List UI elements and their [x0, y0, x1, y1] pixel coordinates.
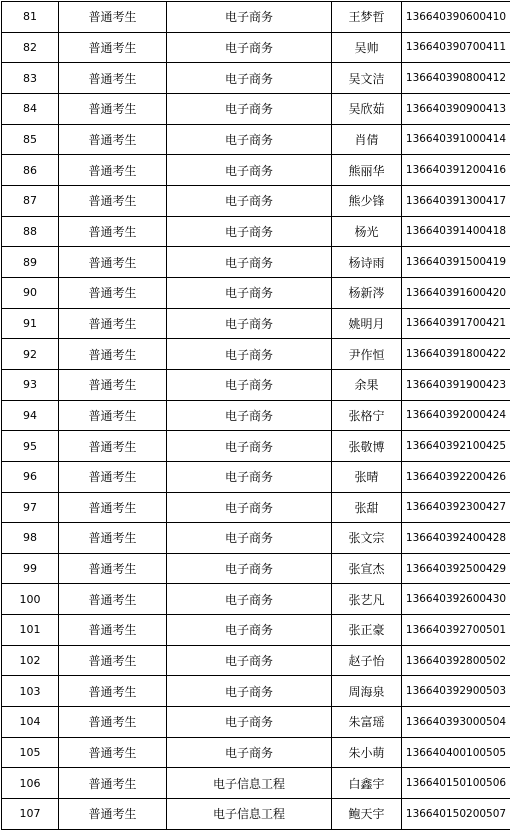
major-cell: 电子商务 [167, 124, 332, 155]
exam-id-cell: 136640390800412 [402, 63, 510, 94]
row-number-cell: 98 [2, 523, 59, 554]
candidate-name-cell: 熊丽华 [332, 155, 402, 186]
row-number-cell: 81 [2, 2, 59, 33]
table-row [2, 277, 510, 308]
table-row [2, 247, 510, 278]
major-cell: 电子商务 [167, 185, 332, 216]
candidate-type-cell: 普通考生 [59, 2, 167, 33]
candidate-type-cell: 普通考生 [59, 185, 167, 216]
candidate-name-cell: 张敬博 [332, 431, 402, 462]
candidate-type-cell: 普通考生 [59, 32, 167, 63]
exam-id-cell: 136640391800422 [402, 339, 510, 370]
candidate-name-cell: 吴欣茹 [332, 93, 402, 124]
exam-id-cell: 136640400100505 [402, 737, 510, 768]
table-row [2, 737, 510, 768]
major-cell: 电子商务 [167, 737, 332, 768]
candidate-type-cell: 普通考生 [59, 63, 167, 94]
exam-id-cell: 136640391200416 [402, 155, 510, 186]
exam-id-cell: 136640150100506 [402, 768, 510, 799]
candidate-name-cell: 吴帅 [332, 32, 402, 63]
major-cell: 电子商务 [167, 247, 332, 278]
row-number-cell: 96 [2, 461, 59, 492]
candidate-name-cell: 余果 [332, 369, 402, 400]
candidate-type-cell: 普通考生 [59, 768, 167, 799]
candidate-name-cell: 张甜 [332, 492, 402, 523]
table-row [2, 431, 510, 462]
major-cell: 电子商务 [167, 676, 332, 707]
candidate-name-cell: 张艺凡 [332, 584, 402, 615]
candidate-type-cell: 普通考生 [59, 216, 167, 247]
table-row [2, 308, 510, 339]
row-number-cell: 102 [2, 645, 59, 676]
exam-id-cell: 136640391400418 [402, 216, 510, 247]
table-row [2, 553, 510, 584]
candidate-type-cell: 普通考生 [59, 584, 167, 615]
table-row [2, 523, 510, 554]
exam-id-cell: 136640391000414 [402, 124, 510, 155]
exam-id-cell: 136640392700501 [402, 615, 510, 646]
candidate-name-cell: 吴文洁 [332, 63, 402, 94]
exam-id-cell: 13664039060041​0 [402, 2, 510, 33]
row-number-cell: 91 [2, 308, 59, 339]
table-row [2, 461, 510, 492]
row-number-cell: 89 [2, 247, 59, 278]
table-row [2, 400, 510, 431]
row-number-cell: 95 [2, 431, 59, 462]
row-number-cell: 90 [2, 277, 59, 308]
candidate-name-cell: 白鑫宇 [332, 768, 402, 799]
exam-id-cell: 136640391900423 [402, 369, 510, 400]
major-cell: 电子商务 [167, 400, 332, 431]
candidate-type-cell: 普通考生 [59, 247, 167, 278]
major-cell: 电子商务 [167, 523, 332, 554]
candidate-name-cell: 杨新涔 [332, 277, 402, 308]
major-cell: 电子商务 [167, 216, 332, 247]
candidate-type-cell: 普通考生 [59, 277, 167, 308]
table-row [2, 584, 510, 615]
major-cell: 电子商务 [167, 584, 332, 615]
candidate-type-cell: 普通考生 [59, 737, 167, 768]
table-row [2, 63, 510, 94]
exam-id-cell: 136640392900503 [402, 676, 510, 707]
table-row [2, 32, 510, 63]
candidate-name-cell: 肖倩 [332, 124, 402, 155]
major-cell: 电子商务 [167, 615, 332, 646]
exam-id-cell: 136640392800502 [402, 645, 510, 676]
exam-id-cell: 136640391500419 [402, 247, 510, 278]
major-cell: 电子商务 [167, 93, 332, 124]
major-cell: 电子商务 [167, 553, 332, 584]
candidate-name-cell: 姚明月 [332, 308, 402, 339]
candidate-type-cell: 普通考生 [59, 431, 167, 462]
major-cell: 电子商务 [167, 492, 332, 523]
table-row [2, 799, 510, 830]
candidate-type-cell: 普通考生 [59, 400, 167, 431]
row-number-cell: 84 [2, 93, 59, 124]
exam-id-cell: 136640393000504 [402, 707, 510, 738]
candidate-type-cell: 普通考生 [59, 461, 167, 492]
row-number-cell: 101 [2, 615, 59, 646]
candidate-name-cell: 杨诗雨 [332, 247, 402, 278]
major-cell: 电子商务 [167, 277, 332, 308]
candidate-name-cell: 朱小萌 [332, 737, 402, 768]
major-cell: 电子商务 [167, 63, 332, 94]
row-number-cell: 104 [2, 707, 59, 738]
exam-id-cell: 136640390900413 [402, 93, 510, 124]
major-cell: 电子商务 [167, 155, 332, 186]
major-cell: 电子商务 [167, 339, 332, 370]
candidate-name-cell: 赵子怡 [332, 645, 402, 676]
candidate-type-cell: 普通考生 [59, 553, 167, 584]
candidate-type-cell: 普通考生 [59, 707, 167, 738]
row-number-cell: 83 [2, 63, 59, 94]
candidate-type-cell: 普通考生 [59, 615, 167, 646]
table-row [2, 645, 510, 676]
major-cell: 电子商务 [167, 707, 332, 738]
major-cell: 电子商务 [167, 461, 332, 492]
table-row [2, 615, 510, 646]
candidate-name-cell: 朱富瑶 [332, 707, 402, 738]
row-number-cell: 92 [2, 339, 59, 370]
table-row [2, 768, 510, 799]
exam-id-cell: 136640391600420 [402, 277, 510, 308]
exam-id-cell: 136640390700411 [402, 32, 510, 63]
candidate-table-body [2, 2, 510, 830]
row-number-cell: 88 [2, 216, 59, 247]
major-cell: 电子商务 [167, 32, 332, 63]
candidate-name-cell: 周海泉 [332, 676, 402, 707]
candidate-name-cell: 张格宁 [332, 400, 402, 431]
table-row [2, 216, 510, 247]
row-number-cell: 107 [2, 799, 59, 830]
row-number-cell: 100 [2, 584, 59, 615]
major-cell: 电子信息工程 [167, 799, 332, 830]
row-number-cell: 82 [2, 32, 59, 63]
major-cell: 电子商务 [167, 308, 332, 339]
table-row [2, 369, 510, 400]
table-row [2, 707, 510, 738]
major-cell: 电子商务 [167, 369, 332, 400]
exam-id-cell: 136640392600430 [402, 584, 510, 615]
row-number-cell: 106 [2, 768, 59, 799]
candidate-type-cell: 普通考生 [59, 676, 167, 707]
exam-id-cell: 136640392100425 [402, 431, 510, 462]
exam-id-cell: 136640392400428 [402, 523, 510, 554]
table-row [2, 185, 510, 216]
table-row [2, 492, 510, 523]
row-number-cell: 87 [2, 185, 59, 216]
candidate-name-cell: 张晴 [332, 461, 402, 492]
exam-id-cell: 136640392200426 [402, 461, 510, 492]
row-number-cell: 99 [2, 553, 59, 584]
candidate-name-cell: 王梦哲 [332, 2, 402, 33]
row-number-cell: 86 [2, 155, 59, 186]
row-number-cell: 85 [2, 124, 59, 155]
major-cell: 电子商务 [167, 431, 332, 462]
candidate-type-cell: 普通考生 [59, 492, 167, 523]
major-cell: 电子信息工程 [167, 768, 332, 799]
candidate-name-cell: 熊少锋 [332, 185, 402, 216]
exam-id-cell: 136640392300427 [402, 492, 510, 523]
table-row [2, 2, 510, 33]
table-row [2, 124, 510, 155]
major-cell: 电子商务 [167, 2, 332, 33]
exam-id-cell: 136640150200507 [402, 799, 510, 830]
row-number-cell: 103 [2, 676, 59, 707]
candidate-type-cell: 普通考生 [59, 799, 167, 830]
candidate-type-cell: 普通考生 [59, 369, 167, 400]
row-number-cell: 97 [2, 492, 59, 523]
table-row [2, 155, 510, 186]
candidate-name-cell: 杨光 [332, 216, 402, 247]
candidate-name-cell: 张宣杰 [332, 553, 402, 584]
row-number-cell: 93 [2, 369, 59, 400]
exam-id-cell: 136640391700421 [402, 308, 510, 339]
exam-id-cell: 136640392500429 [402, 553, 510, 584]
candidate-name-cell: 尹作恒 [332, 339, 402, 370]
candidate-type-cell: 普通考生 [59, 155, 167, 186]
candidate-name-cell: 张正豪 [332, 615, 402, 646]
table-row [2, 93, 510, 124]
candidate-type-cell: 普通考生 [59, 523, 167, 554]
candidate-type-cell: 普通考生 [59, 93, 167, 124]
candidate-type-cell: 普通考生 [59, 645, 167, 676]
exam-id-cell: 136640391300417 [402, 185, 510, 216]
major-cell: 电子商务 [167, 645, 332, 676]
row-number-cell: 105 [2, 737, 59, 768]
candidate-name-cell: 鲍天宇 [332, 799, 402, 830]
table-row [2, 339, 510, 370]
row-number-cell: 94 [2, 400, 59, 431]
candidate-type-cell: 普通考生 [59, 339, 167, 370]
exam-id-cell: 136640392000424 [402, 400, 510, 431]
candidate-table [1, 1, 510, 830]
candidate-name-cell: 张文宗 [332, 523, 402, 554]
candidate-type-cell: 普通考生 [59, 308, 167, 339]
candidate-type-cell: 普通考生 [59, 124, 167, 155]
table-row [2, 676, 510, 707]
